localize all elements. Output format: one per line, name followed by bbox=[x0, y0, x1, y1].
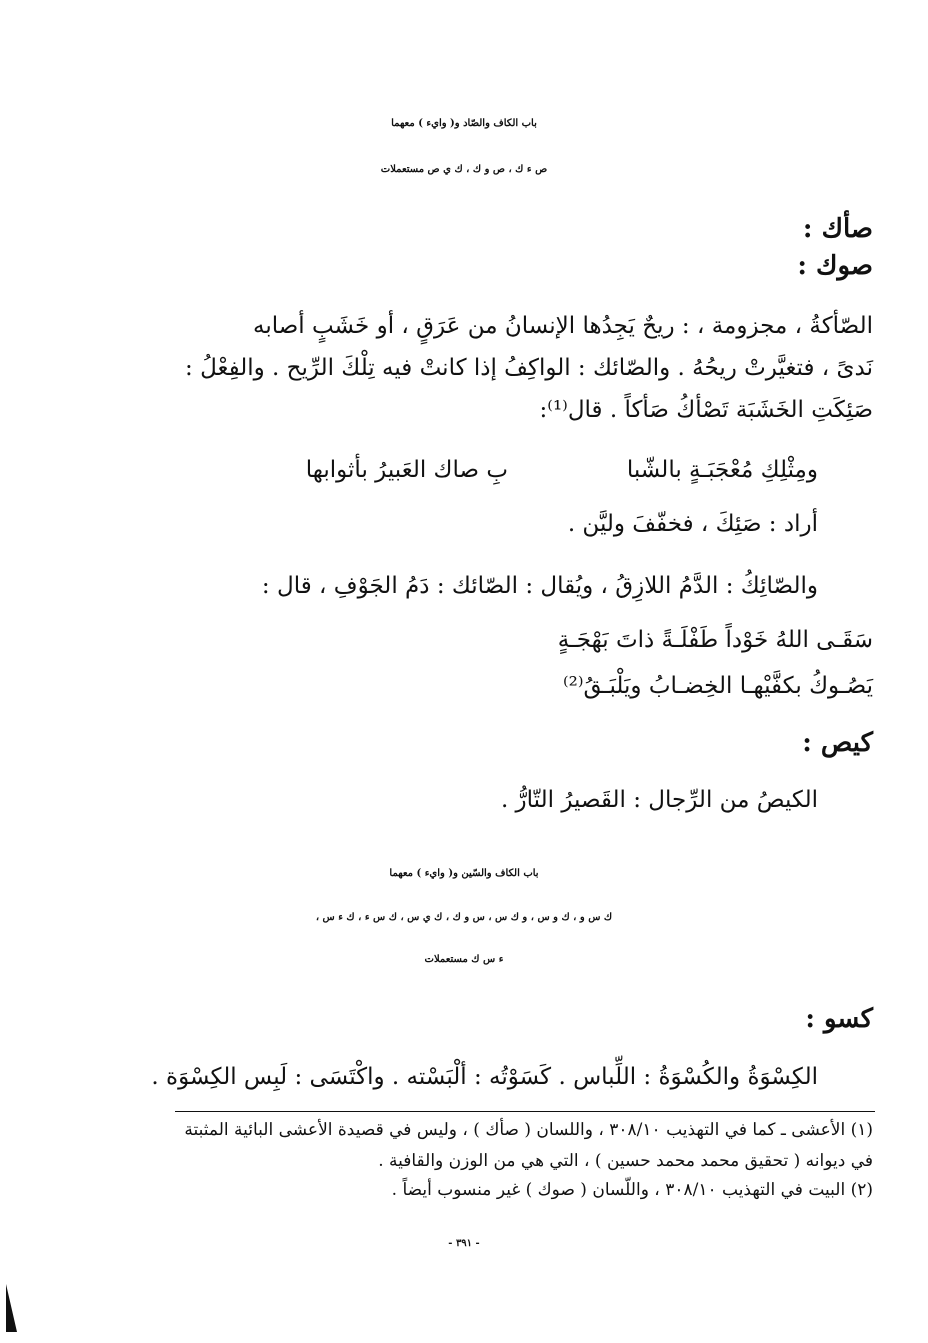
section-title: باب الكاف والسّين و( وايء ) معهما bbox=[389, 868, 539, 879]
verse-line: سَقَـى اللهُ خَوْداً طَفْلَـةً ذاتَ بَهْجَـةٍ bbox=[557, 627, 873, 653]
body-line: صَئِكَتِ الخَشَبَة تَصْأكُ صَأكاً . قال⁽¹⁾: bbox=[539, 397, 873, 423]
scan-corner-mark bbox=[6, 1284, 17, 1332]
page-number: - ٣٩١ - bbox=[448, 1238, 480, 1249]
entry-headword: صوك : bbox=[797, 251, 873, 281]
body-line: أراد : صَئِكَ ، فخفّفَ وليَّن . bbox=[567, 511, 818, 537]
footnote-line: في ديوانه ( تحقيق محمد محمد حسين ) ، التي هي من الوزن والقافية . bbox=[378, 1151, 873, 1171]
entry-headword: كسو : bbox=[805, 1004, 873, 1034]
body-line: والصّائِكُ : الدَّمُ اللازِقُ ، ويُقال : الصّائك : دَمُ الجَوْفِ ، قال : bbox=[261, 573, 818, 599]
section-subtitle: ص ء ك ، ص و ك ، ك ي ص مستعملات bbox=[380, 164, 548, 175]
verse-line: يَصُـوكُ بكفَّيْهـا الخِضـابُ ويَلْبَـقُ⁽²⁾ bbox=[563, 673, 873, 699]
entry-headword: كيص : bbox=[802, 728, 873, 758]
body-line: الكيصُ من الرِّجال : القَصيرُ التّارُّ . bbox=[500, 787, 818, 813]
body-line: الصّأكةُ ، مجزومة ، : ريحٌ يَجِدُها الإنسانُ من عَرَقٍ ، أو خَشَبٍ أصابه bbox=[252, 313, 873, 339]
entry-headword: صأك : bbox=[802, 214, 873, 244]
section-subtitle: ك س و ، ك و س ، و ك س ، س و ك ، ك ي س ، ك س ء ، ك ء س ، bbox=[315, 912, 613, 923]
footnote-line: (٢) البيت في التهذيب ٣٠٨/١٠ ، واللّسان ( صوك ) غير منسوب أيضاً . bbox=[391, 1180, 873, 1200]
verse-hemistich-left: بِ صاك العَبيرُ بأثوابها bbox=[305, 457, 508, 483]
section-title: باب الكاف والصّاد و( وايء ) معهما bbox=[391, 118, 537, 129]
footnote-line: (١) الأعشى ـ كما في التهذيب ٣٠٨/١٠ ، واللسان ( صأك ) ، وليس في قصيدة الأعشى البائية المثبتة bbox=[184, 1120, 873, 1140]
footnote-separator bbox=[175, 1111, 875, 1112]
verse-hemistich-right: ومِثْلِكِ مُعْجَبَـةٍ بالشّبا bbox=[626, 457, 818, 483]
body-line: نَدىً ، فتغيَّرتْ ريحُهُ . والصّائك : الواكِفُ إذا كانتْ فيه تِلْكَ الرِّيح . والفِعْلُ : bbox=[185, 355, 873, 381]
body-line: الكِسْوَةُ والكُسْوَةُ : اللِّباس . كَسَوْتُه : ألْبَسْته . واكْتَسَى : لَبِس الكِسْوَة . bbox=[151, 1064, 818, 1090]
section-subtitle: ء س ك مستعملات bbox=[424, 954, 504, 965]
